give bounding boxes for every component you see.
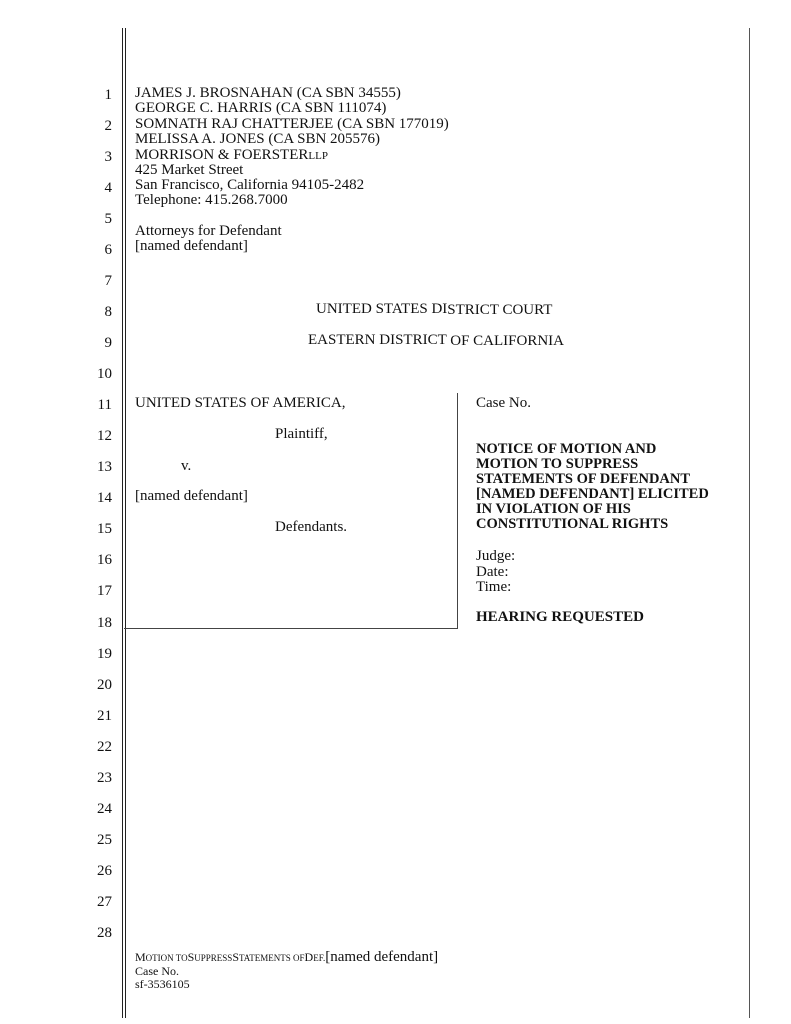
footer-case-no: Case No. xyxy=(135,964,179,978)
motion-title-line-3: STATEMENTS OF DEFENDANT xyxy=(476,471,691,487)
firm-address-2: San Francisco, California 94105-2482 xyxy=(135,177,365,193)
motion-title-line-6: CONSTITUTIONAL RIGHTS xyxy=(476,516,669,532)
counsel-defendant: [named defendant] xyxy=(135,238,248,254)
left-margin-rule-outer xyxy=(122,28,123,1018)
attorneys-for: Attorneys for Defendant xyxy=(135,223,282,239)
footer-m: M xyxy=(135,950,146,964)
versus: v. xyxy=(181,458,192,474)
plaintiff-label: Plaintiff, xyxy=(275,426,328,442)
motion-title-line-2: MOTION TO SUPPRESS xyxy=(476,456,639,472)
line-number: 25 xyxy=(97,831,112,848)
line-number: 18 xyxy=(97,614,112,631)
counsel-line-2: GEORGE C. HARRIS (CA SBN 111074) xyxy=(135,100,387,116)
line-number: 8 xyxy=(104,304,112,321)
firm-address-1: 425 Market Street xyxy=(135,162,244,178)
court-name-part-a: UNITED STATES DI xyxy=(316,301,448,317)
footer-uppress: UPPRESS xyxy=(194,953,233,963)
line-number: 23 xyxy=(97,769,112,786)
court-district xyxy=(308,333,564,348)
footer-ef: EF. xyxy=(313,953,326,963)
line-number: 13 xyxy=(97,459,112,476)
line-number: 11 xyxy=(97,397,112,414)
court-name xyxy=(316,302,552,317)
firm-telephone: Telephone: 415.268.7000 xyxy=(135,192,288,208)
line-number: 28 xyxy=(97,924,112,941)
footer-d: D xyxy=(304,950,314,964)
line-number: 17 xyxy=(97,583,112,600)
defendant-label: Defendants. xyxy=(275,519,348,535)
line-number: 15 xyxy=(97,521,112,538)
time-label: Time: xyxy=(476,579,512,595)
firm-name-main: MORRISON & FOERSTER xyxy=(135,147,309,163)
line-number: 2 xyxy=(104,118,112,135)
line-number: 5 xyxy=(104,211,112,228)
line-number: 14 xyxy=(97,490,112,507)
judge-label: Judge: xyxy=(476,548,516,564)
hearing-requested: HEARING REQUESTED xyxy=(476,609,644,625)
line-number: 10 xyxy=(97,366,112,383)
motion-title-line-5: IN VIOLATION OF HIS xyxy=(476,501,631,517)
line-number: 7 xyxy=(104,273,112,290)
counsel-line-1: JAMES J. BROSNAHAN (CA SBN 34555) xyxy=(135,85,401,101)
line-number: 20 xyxy=(97,676,112,693)
footer-title xyxy=(135,950,438,966)
footer-doc-id: sf-3536105 xyxy=(135,977,190,991)
court-name-part-b: STRICT COURT xyxy=(447,302,553,318)
right-margin-rule xyxy=(749,28,750,1018)
line-number: 19 xyxy=(97,645,112,662)
footer-otion-to: OTION TO xyxy=(145,953,188,963)
motion-title-line-4: [NAMED DEFENDANT] ELICITED xyxy=(476,486,709,502)
line-number: 4 xyxy=(104,180,112,197)
line-number: 12 xyxy=(97,428,112,445)
court-district-part-a: EASTERN DISTRICT xyxy=(308,332,451,348)
line-number: 16 xyxy=(97,552,112,569)
counsel-line-4: MELISSA A. JONES (CA SBN 205576) xyxy=(135,131,381,147)
court-district-part-b: OF CALIFORNIA xyxy=(450,333,564,349)
plaintiff-name: UNITED STATES OF AMERICA, xyxy=(135,395,346,411)
motion-title-line-1: NOTICE OF MOTION AND xyxy=(476,441,657,457)
counsel-line-3: SOMNATH RAJ CHATTERJEE (CA SBN 177019) xyxy=(135,116,449,132)
motion-title xyxy=(476,442,709,532)
line-number: 22 xyxy=(97,738,112,755)
line-number: 21 xyxy=(97,707,112,724)
line-number: 3 xyxy=(104,149,112,166)
line-number: 9 xyxy=(104,335,112,352)
footer-defendant: [named defendant] xyxy=(325,949,439,965)
case-number: Case No. xyxy=(476,395,531,411)
footer-s: S xyxy=(187,950,195,964)
date-label: Date: xyxy=(476,564,509,580)
defendant-name: [named defendant] xyxy=(135,488,248,504)
line-number: 1 xyxy=(104,87,112,103)
footer-tatements-of: TATEMENTS OF xyxy=(239,953,305,963)
firm-name-suffix: LLP xyxy=(308,150,328,162)
line-number: 6 xyxy=(104,242,112,259)
line-number: 26 xyxy=(97,862,112,879)
footer-st: S xyxy=(232,950,239,964)
line-number: 24 xyxy=(97,800,112,817)
line-number: 27 xyxy=(97,893,112,910)
